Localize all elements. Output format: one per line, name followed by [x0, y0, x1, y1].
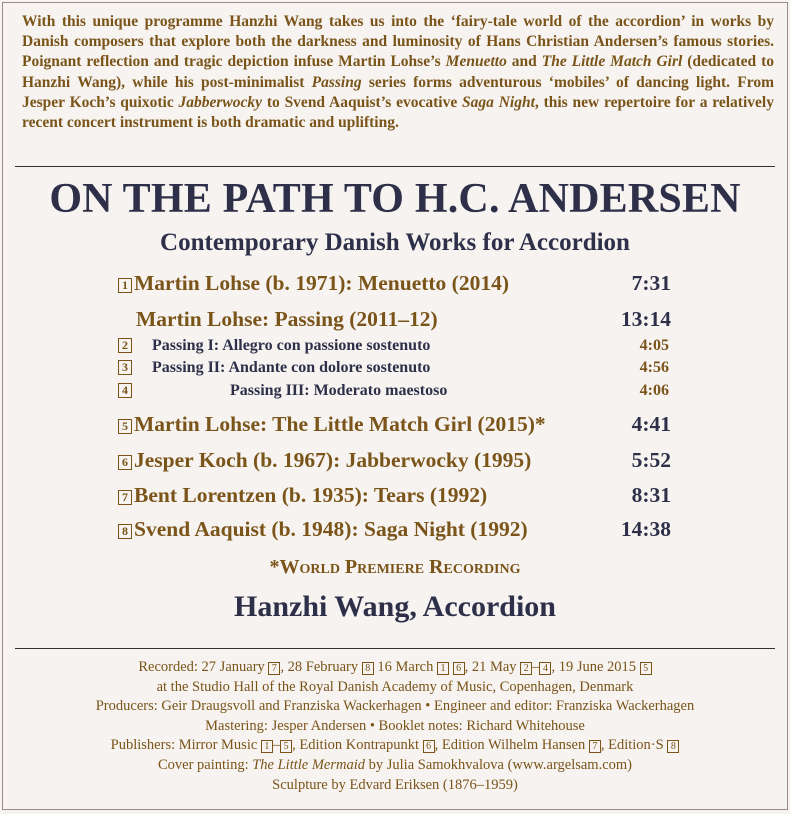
track-number-box: 1	[261, 740, 273, 753]
track-8	[118, 517, 528, 542]
description-text	[22, 12, 774, 133]
track-number-box: 5	[118, 419, 132, 434]
performer-credit: Hanzhi Wang, Accordion	[233, 590, 556, 623]
blurb-text: to Svend Aaquist’s evocative	[262, 93, 463, 111]
track-number-box: 4	[118, 383, 132, 398]
work-title: Martin Lohse: Passing (2011–12)	[136, 307, 438, 331]
blurb-italic: Jabberwocky	[178, 93, 263, 111]
work-duration: 13:14	[620, 307, 671, 331]
track-duration: 8:31	[631, 483, 671, 507]
production-credits	[3, 658, 787, 795]
credit-text: Cover painting:	[157, 756, 253, 773]
sculpture-credit: Sculpture by Edvard Eriksen (1876–1959)	[272, 776, 518, 793]
track-title: Passing III: Moderato maestoso	[230, 382, 448, 399]
blurb-text: series forms adventurous ‘mobiles’ of dancing light. From Jesper Koch’s quixotic	[22, 73, 774, 111]
work-heading	[136, 307, 438, 332]
credit-text: , 19 June 2015	[551, 659, 640, 675]
track-title: Jesper Koch (b. 1967): Jabberwocky (1995)	[134, 448, 532, 472]
premiere-note: *World Premiere Recording	[269, 556, 521, 578]
track-4	[118, 382, 447, 400]
track-number-box: 7	[268, 662, 280, 675]
track-number-box: 7	[118, 490, 132, 505]
credit-text: , Edition·S	[600, 737, 668, 754]
track-number-box: 8	[118, 524, 132, 539]
track-number-box: 5	[640, 662, 652, 675]
credit-text: –	[532, 659, 540, 675]
credit-text: , Edition Wilhelm Hansen	[434, 737, 589, 754]
blurb-italic: The Little Match Girl	[541, 53, 683, 71]
credit-text: Publishers: Mirror Music	[110, 737, 261, 754]
blurb-text: With this unique programme Hanzhi Wang takes us into the ‘fairy-tale world of the accordion’ in works by Danish composers that explore both the darkness and luminosity of Hans Christian Andersen’s famous stories. Poignant reflection and tragic depiction infuse Martin Lohse’s	[22, 13, 774, 71]
track-duration: 14:38	[620, 517, 671, 541]
album-subtitle: Contemporary Danish Works for Accordion	[160, 229, 630, 256]
track-duration: 4:41	[631, 412, 671, 436]
track-number-box: 1	[437, 662, 449, 675]
mastering-credit: Mastering: Jesper Andersen • Booklet notes: Richard Whitehouse	[205, 717, 585, 734]
publishers-credit	[3, 736, 787, 756]
divider	[15, 648, 775, 649]
track-6	[118, 448, 531, 473]
credit-text: 16 March	[373, 659, 437, 675]
cover-credit	[3, 756, 787, 776]
credit-text: , 28 February	[280, 659, 362, 675]
track-number-box: 6	[423, 740, 435, 753]
credit-text: by Julia Samokhvalova (www.argelsam.com)	[365, 756, 632, 773]
track-2	[118, 337, 430, 355]
blurb-italic: Menuetto	[445, 53, 507, 71]
track-duration: 4:56	[639, 359, 669, 376]
track-title: Martin Lohse: The Little Match Girl (2015)*	[134, 412, 546, 436]
track-title: Passing I: Allegro con passione sostenuto	[152, 337, 431, 354]
producers-credit: Producers: Geir Draugsvoll and Franziska Wackerhagen • Engineer and editor: Franziska Wackerhagen	[95, 698, 695, 715]
track-number-box: 8	[667, 740, 679, 753]
recording-venue: at the Studio Hall of the Royal Danish Academy of Music, Copenhagen, Denmark	[156, 678, 634, 695]
track-7	[118, 483, 487, 508]
credit-text: –	[272, 737, 281, 754]
track-title: Passing II: Andante con dolore sostenuto	[152, 359, 431, 376]
track-number-box: 5	[280, 740, 292, 753]
track-title: Martin Lohse (b. 1971): Menuetto (2014)	[134, 271, 510, 295]
track-duration: 4:06	[639, 382, 669, 399]
track-number-box: 2	[118, 338, 132, 353]
blurb-text: and	[506, 53, 542, 71]
track-duration: 4:05	[639, 337, 669, 354]
blurb-text: , this new repertoire for a relatively recent concert instrument is both dramatic and uplifting.	[22, 93, 774, 132]
blurb-italic: Passing	[311, 73, 362, 91]
blurb-italic: Saga Night	[462, 93, 535, 111]
track-duration: 7:31	[631, 271, 671, 295]
track-number-box: 8	[362, 662, 374, 675]
track-3	[118, 359, 430, 377]
recording-dates	[3, 658, 787, 678]
divider	[15, 166, 775, 167]
track-1	[118, 271, 509, 296]
album-title: ON THE PATH TO H.C. ANDERSEN	[49, 176, 741, 222]
track-number-box: 4	[539, 662, 551, 675]
back-cover	[2, 2, 788, 810]
track-number-box: 6	[453, 662, 465, 675]
credit-text: Recorded: 27 January	[138, 659, 269, 675]
track-number-box: 3	[118, 360, 132, 375]
track-title: Svend Aaquist (b. 1948): Saga Night (1992)	[134, 517, 528, 541]
track-number-box: 1	[118, 278, 132, 293]
credit-text: , 21 May	[464, 659, 521, 675]
track-number-box: 6	[118, 455, 132, 470]
blurb-text: (dedicated to Hanzhi Wang), while his post-minimalist	[22, 53, 775, 91]
credit-italic: The Little Mermaid	[252, 756, 366, 773]
credit-text: , Edition Kontrapunkt	[292, 737, 423, 754]
track-5	[118, 412, 546, 437]
track-number-box: 7	[589, 740, 601, 753]
track-duration: 5:52	[631, 448, 671, 472]
track-title: Bent Lorentzen (b. 1935): Tears (1992)	[134, 483, 488, 507]
track-number-box: 2	[520, 662, 532, 675]
